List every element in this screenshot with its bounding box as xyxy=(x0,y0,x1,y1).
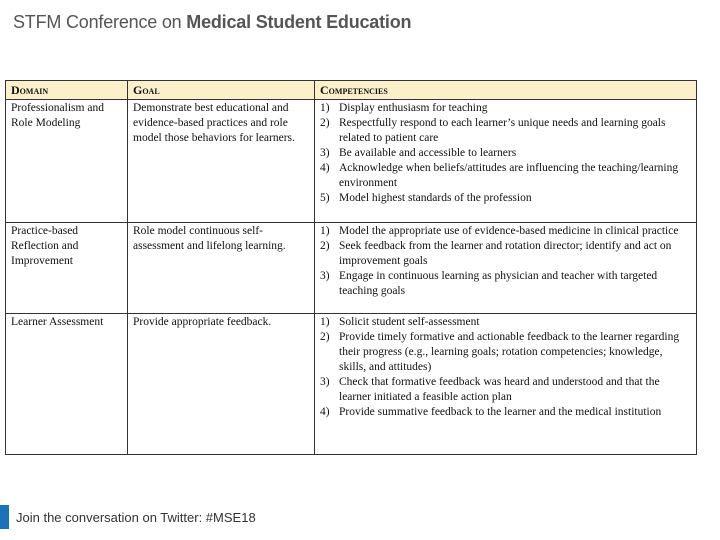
competencies-cell xyxy=(315,223,697,314)
item-number: 4) xyxy=(320,405,330,418)
table-row xyxy=(6,223,697,314)
competency-item xyxy=(320,315,692,330)
item-number: 1) xyxy=(320,315,330,328)
domain-cell: Learner Assessment xyxy=(6,313,128,454)
item-number: 2) xyxy=(320,330,330,343)
competency-item xyxy=(320,375,692,405)
footer xyxy=(0,505,256,529)
item-text: Check that formative feedback was heard and understood and that the learner initiated a feasible action plan xyxy=(339,375,660,403)
competencies-cell xyxy=(315,100,697,223)
item-text: Provide summative feedback to the learner and the medical institution xyxy=(339,405,662,418)
competency-item xyxy=(320,330,692,375)
twitter-hashtag-text: Join the conversation on Twitter: #MSE18 xyxy=(16,509,256,525)
competency-table xyxy=(5,80,697,455)
item-text: Seek feedback from the learner and rotation director; identify and act on improvement goals xyxy=(339,240,672,268)
competencies-cell xyxy=(315,313,697,454)
item-text: Model the appropriate use of evidence-based medicine in clinical practice xyxy=(339,225,679,238)
item-text: Engage in continuous learning as physician and teacher with targeted teaching goals xyxy=(339,270,658,298)
item-number: 2) xyxy=(320,240,330,253)
competency-list xyxy=(320,101,692,206)
goal-cell: Demonstrate best educational and evidence-based practices and role model those behaviors for learners. xyxy=(128,100,315,223)
competency-list xyxy=(320,315,692,420)
item-text: Respectfully respond to each learner’s unique needs and learning goals related to patient care xyxy=(339,117,666,144)
footer-accent-bar xyxy=(0,505,9,529)
table-row xyxy=(6,313,697,454)
competency-item xyxy=(320,101,692,116)
table-header-row xyxy=(6,81,697,100)
item-text: Be available and accessible to learners xyxy=(339,147,517,159)
competency-item xyxy=(320,146,692,161)
item-number: 5) xyxy=(320,192,330,204)
header-competencies: Competencies xyxy=(315,81,697,100)
item-text: Provide timely formative and actionable feedback to the learner regarding their progress (e.g., learning goals; rotation competencies; knowledge, skills, and attitudes) xyxy=(339,330,680,373)
competency-item xyxy=(320,191,692,206)
item-number: 1) xyxy=(320,225,330,238)
competency-item xyxy=(320,269,692,299)
competency-item xyxy=(320,116,692,146)
title-highlight: Medical Student Education xyxy=(186,12,412,32)
item-number: 3) xyxy=(320,375,330,388)
item-text: Acknowledge when beliefs/attitudes are influencing the teaching/learning environment xyxy=(339,162,679,189)
item-text: Display enthusiasm for teaching xyxy=(339,102,488,114)
item-text: Solicit student self-assessment xyxy=(339,315,480,328)
table-row xyxy=(6,100,697,223)
competency-item xyxy=(320,405,692,420)
item-number: 1) xyxy=(320,102,330,114)
domain-cell: Professionalism and Role Modeling xyxy=(6,100,128,223)
competency-item xyxy=(320,161,692,191)
item-number: 3) xyxy=(320,270,330,283)
item-number: 4) xyxy=(320,162,330,174)
item-text: Model highest standards of the profession xyxy=(339,192,532,204)
item-number: 3) xyxy=(320,147,330,159)
slide-title xyxy=(13,12,411,33)
title-prefix: STFM Conference on xyxy=(13,12,187,32)
competency-list xyxy=(320,224,692,299)
item-number: 2) xyxy=(320,117,330,129)
goal-cell: Provide appropriate feedback. xyxy=(128,313,315,454)
goal-cell: Role model continuous self-assessment and lifelong learning. xyxy=(128,223,315,314)
domain-cell: Practice-based Reflection and Improvement xyxy=(6,223,128,314)
competency-item xyxy=(320,224,692,239)
header-domain: Domain xyxy=(6,81,128,100)
header-goal: Goal xyxy=(128,81,315,100)
competency-item xyxy=(320,239,692,269)
